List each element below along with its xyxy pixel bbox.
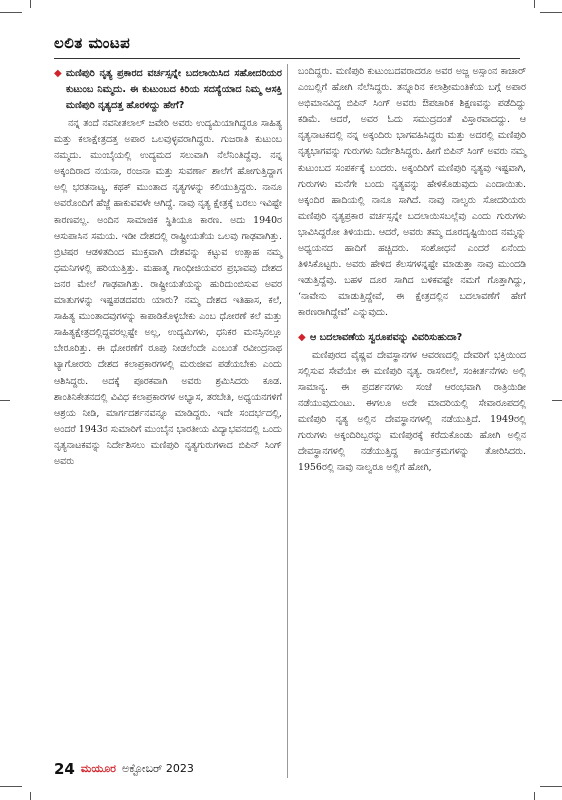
crop-mark-top-left-h: [0, 12, 22, 13]
column-divider: [287, 64, 288, 778]
question-1: [54, 66, 282, 114]
crop-mark-mid-left: [0, 400, 10, 401]
question-2: [298, 330, 526, 346]
crop-mark-bottom-right-v: [534, 792, 535, 800]
question-2-text: ಆ ಬದಲಾವಣೆಯ ಸ್ವರೂಪವನ್ನು ವಿವರಿಸುಹುದಾ?: [310, 331, 463, 343]
page-number: 24: [54, 760, 75, 778]
crop-mark-bottom-right-h: [540, 786, 562, 787]
answer-2-text: ಮಣಿಪುರದ ವೈಷ್ಣವ ದೇವಸ್ಥಾನಗಳ ಆವರಣದಲ್ಲಿ ದೇವರಿಗೆ ಭಕ್ತಿಯಿಂದ ಸಲ್ಲಿಸುವ ಸೇವೆಯೇ ಈ ಮಣಿಪುರಿ ನೃತ್ಯ. ರಾಸಲೀಲೆ, ಸಂಕೀರ್ತನೆಗಳು ಅಲ್ಲಿ ಸಾಮಾನ್ಯ. ಈ ಪ್ರದರ್ಶನಗಳು ಸಂಜೆ ಆರಂಭವಾಗಿ ರಾತ್ರಿಯಿಡೀ ನಡೆಯುವುದುಂಟು. ಈಗಲೂ ಅದೇ ಮಾದರಿಯಲ್ಲಿ ಸೇವಾರೂಪದಲ್ಲಿ ಮಣಿಪುರಿ ನೃತ್ಯ ಅಲ್ಲಿನ ದೇವಸ್ಥಾನಗಳಲ್ಲಿ ನಡೆಯುತ್ತಿದೆ. 1949ರಲ್ಲಿ ಗುರುಗಳು ಅಕ್ಕಂದಿರಿಬ್ಬರನ್ನು ಮಣಿಪುರಕ್ಕೆ ಕರೆದುಕೊಂಡು ಹೋಗಿ ಅಲ್ಲಿನ ದೇವಸ್ಥಾನಗಳಲ್ಲಿ ನಡೆಯುತ್ತಿದ್ದ ಕಾರ್ಯಕ್ರಮಗಳನ್ನು ತೋರಿಸಿದರು. 1956ರಲ್ಲಿ ನಾವು ನಾಲ್ವರೂ ಅಲ್ಲಿಗೆ ಹೋಗಿ,: [298, 349, 526, 474]
diamond-icon: ◆: [54, 68, 62, 79]
crop-mark-mid-right: [552, 400, 562, 401]
answer-1-continuation: ಬಂದಿದ್ದರು. ಮಣಿಪುರಿ ಕುಟುಂಬದವರಾದರೂ ಅವರ ಅಜ್ಜ ಅಸ್ಸಾಂನ ಕಾಚಾರ್ ಎಂಬಲ್ಲಿಗೆ ಹೋಗಿ ನೆಲೆಸಿದ್ದರು. ತನ್ನೂರಿನ ಕಲಾಶ್ರೀಮಂತಿಕೆಯ ಬಗ್ಗೆ ಅಪಾರ ಅಭಿಮಾನವಿದ್ದ ಬಿಪಿನ್ ಸಿಂಗ್ ಅವರು ಔಪಚಾರಿಕ ಶಿಕ್ಷಣವನ್ನು ಪಡೆದಿದ್ದು ಕಡಿಮೆ. ಆದರೆ, ಅವರ ಓದು ಸಮುದ್ರದಂತೆ ವಿಸ್ತಾರವಾದದ್ದು. ಆ ನೃತ್ಯನಾಟಕದಲ್ಲಿ ನನ್ನ ಅಕ್ಕಂದಿರು ಭಾಗವಹಿಸಿದ್ದರು ಮತ್ತು ಅದರಲ್ಲಿ ಮಣಿಪುರಿ ನೃತ್ಯಭಾಗವನ್ನು ಗುರುಗಳು ನಿರ್ದೇಶಿಸಿದ್ದರು. ಹೀಗೆ ಬಿಪಿನ್ ಸಿಂಗ್ ಅವರು ನಮ್ಮ ಕುಟುಂಬದ ಸಂಪರ್ಕಕ್ಕೆ ಬಂದರು. ಅಕ್ಕಂದಿರಿಗೆ ಮಣಿಪುರಿ ನೃತ್ಯವು ಇಷ್ಟವಾಗಿ, ಗುರುಗಳು ಮನೆಗೇ ಬಂದು ನೃತ್ಯವನ್ನು ಹೇಳಿಕೊಡುವುದು ಎಂದಾಯಿತು. ಅಕ್ಕಂದಿರ ಹಾದಿಯಲ್ಲಿ ನಾನೂ ಸಾಗಿದೆ. ನಾವು ನಾಲ್ವರು ಸೋದರಿಯರು ಮಣಿಪುರಿ ನೃತ್ಯಪ್ರಕಾರ ವರ್ಚಸ್ಸನ್ನೇ ಬದಲಾಯಿಸಬಲ್ಲೆವು ಎಂದು ಗುರುಗಳು ಭಾವಿಸಿದ್ದರೋ ತಿಳಿಯದು. ಆದರೆ, ಅವರು ತಮ್ಮ ದೂರದೃಷ್ಟಿಯಿಂದ ನಮ್ಮನ್ನು ಅಧ್ಯಯನದ ಹಾದಿಗೆ ಹಚ್ಚಿದರು. ಸಂಶೋಧನೆ ಎಂದರೆ ಏನೆಂದು ತಿಳಿಸಿಕೊಟ್ಟರು. ಅವರು ಹೇಳಿದ ಕೆಲಸಗಳನ್ನಷ್ಟೇ ಮಾಡುತ್ತಾ ನಾವು ಮುಂದಡಿ ಇಡುತ್ತಿದ್ದೆವು. ಬಹಳ ದೂರ ಸಾಗಿದ ಬಳಿಕವಷ್ಟೇ ನಮಗೆ ಗೊತ್ತಾಗಿದ್ದು, ‘ನಾವೇನು ಮಾಡುತ್ತಿದ್ದೇವೆ, ಈ ಕ್ಷೇತ್ರದಲ್ಲಿನ ಬದಲಾವಣೆಗೆ ಹೇಗೆ ಕಾರಣರಾಗಿದ್ದೇವೆ’ ಎನ್ನುವುದು.: [298, 66, 526, 319]
diamond-icon: ◆: [298, 331, 306, 343]
crop-mark-bottom-left-h: [0, 786, 22, 787]
header-rule: [54, 58, 520, 59]
section-title: ಲಲಿತ ಮಂಟಪ: [54, 34, 131, 52]
magazine-logo: ಮಯೂರ: [80, 762, 116, 775]
crop-mark-top-right-h: [540, 12, 562, 13]
article-right-column: [298, 64, 526, 476]
question-1-text: ಮಣಿಪುರಿ ನೃತ್ಯ ಪ್ರಕಾರದ ವರ್ಚಸ್ಸನ್ನೇ ಬದಲಾಯಿಸಿದ ಸಹೋದರಿಯರ ಕುಟುಂಬ ನಿಮ್ಮದು. ಈ ಕುಟುಂಬದ ಕಿರಿಯ ಸದಸ್ಯೆಯಾದ ನಿಮ್ಮ ಆಸಕ್ತಿ ಮಣಿಪುರಿ ನೃತ್ಯದತ್ತ ಹೊರಳಿದ್ದು ಹೇಗೆ?: [66, 68, 282, 111]
crop-mark-top-right-v: [534, 0, 535, 8]
issue-date: ಅಕ್ಟೋಬರ್ 2023: [121, 762, 194, 775]
article-left-column: [54, 64, 282, 470]
crop-mark-bottom-left-v: [30, 792, 31, 800]
crop-mark-top-left-v: [30, 0, 31, 8]
answer-1-text: ನನ್ನ ತಂದೆ ನವನೀತಲಾಲ್ ಜವೇರಿ ಅವರು ಉದ್ಯಮಿಯಾಗಿದ್ದರೂ ಸಾಹಿತ್ಯ ಮತ್ತು ಕಲಾಕ್ಷೇತ್ರದತ್ತ ಅಪಾರ ಒಲವುಳ್ಳವರಾಗಿದ್ದರು. ಗುಜರಾತಿ ಕುಟುಂಬ ನಮ್ಮದು. ಮುಂಬೈಯಲ್ಲಿ ಉದ್ಯಮದ ಸಲುವಾಗಿ ನೆಲೆನಿಂತಿದ್ದೆವು. ನನ್ನ ಅಕ್ಕಂದಿರಾದ ನಯನಾ, ರಂಜನಾ ಮತ್ತು ಸುವರ್ಣಾ ಶಾಲೆಗೆ ಹೋಗುತ್ತಿದ್ದಾಗ ಅಲ್ಲಿ ಭರತನಾಟ್ಯ, ಕಥಕ್ ಮುಂತಾದ ನೃತ್ಯಗಳನ್ನು ಕಲಿಯುತ್ತಿದ್ದರು. ನಾನೂ ಅವರೊಂದಿಗೆ ಹೆಜ್ಜೆ ಹಾಕುವವಳೇ ಆಗಿದ್ದೆ. ನಾವು ನೃತ್ಯ ಕ್ಷೇತ್ರಕ್ಕೆ ಬರಲು ಇವಿಷ್ಟೇ ಕಾರಣವಲ್ಲ. ಅಂದಿನ ಸಾಮಾಜಿಕ ಸ್ಥಿತಿಯೂ ಕಾರಣ. ಅದು 1940ರ ಆಸುಪಾಸಿನ ಸಮಯ. ಇಡೀ ದೇಶದಲ್ಲಿ ರಾಷ್ಟ್ರೀಯತೆಯ ಒಲವು ಗಾಢವಾಗಿತ್ತು. ಬ್ರಿಟಿಷರ ಆಡಳಿತದಿಂದ ಮುಕ್ತವಾಗಿ ದೇಶವನ್ನು ಕಟ್ಟುವ ಉತ್ಸಾಹ ನಮ್ಮ ಧಮನಿಗಳಲ್ಲಿ ಹರಿಯುತ್ತಿತ್ತು. ಮಹಾತ್ಮ ಗಾಂಧೀಜಿಯವರ ಪ್ರಭಾವವು ದೇಶದ ಜನರ ಮೇಲೆ ಗಾಢವಾಗಿತ್ತು. ರಾಷ್ಟ್ರೀಯತೆಯನ್ನು ಹುರಿದುಂಬಿಸುವ ಅವರ ಮಾತುಗಳನ್ನು ಇಷ್ಟಪಡದವರು ಯಾರು? ನಮ್ಮ ದೇಶದ ಇತಿಹಾಸ, ಕಲೆ, ಸಾಹಿತ್ಯ ಮುಂತಾದವುಗಳನ್ನು ಕಾಪಾಡಿಕೊಳ್ಳಬೇಕು ಎಂಬ ಧೋರಣೆ ಕಲೆ ಮತ್ತು ಸಾಹಿತ್ಯಕ್ಷೇತ್ರದಲ್ಲಿದ್ದವರಲ್ಲಷ್ಟೇ ಅಲ್ಲ, ಉದ್ಯಮಿಗಳು, ಧನಿಕರ ಮನಸ್ಸಿನಲ್ಲೂ ಬೇರೂರಿತ್ತು. ಈ ಧೋರಣೆಗೆ ರೂಪು ನೀಡಲೆಂದೇ ಎಂಬಂತೆ ರವೀಂದ್ರನಾಥ ಟ್ಯಾಗೋರರು ದೇಶದ ಕಲಾಪ್ರಕಾರಗಳಲ್ಲಿ ಮರುಜೀವ ಪಡೆಯಬೇಕು ಎಂದು ಆಶಿಸಿದ್ದರು. ಅದಕ್ಕೆ ಪೂರಕವಾಗಿ ಅವರು ಶ್ರಮಿಸಿದರು ಕೂಡ. ಶಾಂತಿನಿಕೇತನದಲ್ಲಿ ವಿವಿಧ ಕಲಾಪ್ರಕಾರಗಳ ಅಭ್ಯಾಸ, ತರಬೇತಿ, ಅಧ್ಯಯನಗಳಿಗೆ ಆಶ್ರಯ ನೀಡಿ, ಮಾರ್ಗದರ್ಶನವನ್ನೂ ಮಾಡಿದ್ದರು. ಇದೇ ಸಂದರ್ಭದಲ್ಲಿ, ಅಂದರೆ 1943ರ ಸುಮಾರಿಗೆ ಮುಂಬೈನ ಭಾರತೀಯ ವಿದ್ಯಾಭವನದಲ್ಲಿ ಒಂದು ನೃತ್ಯನಾಟಕವನ್ನು ನಿರ್ದೇಶಿಸಲು ಮಣಿಪುರಿ ನೃತ್ಯಗುರುಗಳಾದ ಬಿಪಿನ್ ಸಿಂಗ್ ಅವರು: [54, 118, 282, 467]
page-footer: [54, 760, 194, 778]
